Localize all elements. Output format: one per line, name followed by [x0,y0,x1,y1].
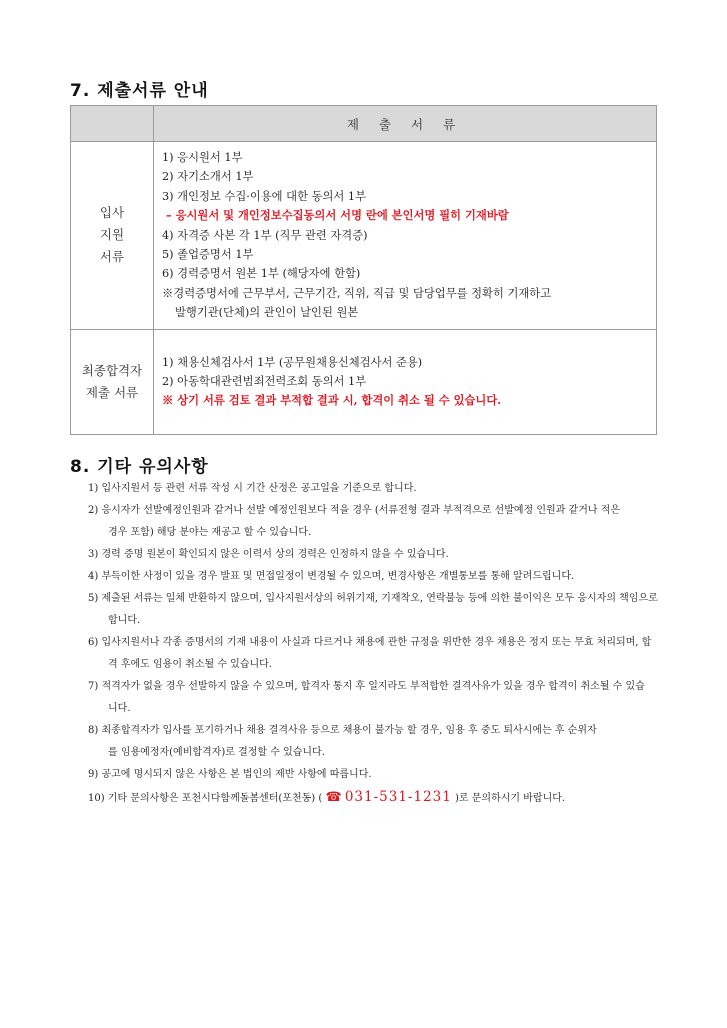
note-item [88,566,668,588]
note-text: 1) 입사지원서 등 관련 서류 작성 시 기간 산정은 공고일을 기준으로 합니다. [88,483,417,494]
list-item: 2) 아동학대관련범죄전력조회 동의서 1부 [162,374,367,388]
table-header-row [71,106,657,142]
contact-suffix: )로 문의하시기 바랍니다. [455,793,566,804]
contact-prefix: 10) 기타 문의사항은 포천시다함께돌봄센터(포천동) ( [88,793,323,804]
career-note: ※경력증명서에 근무부서, 근무기간, 직위, 직급 및 담당업무를 정확히 기재하고 [162,286,552,300]
list-item: 1) 채용신체검사서 1부 (공무원채용신체검사서 준용) [162,355,423,369]
final-docs-label [71,329,154,434]
list-item: 4) 자격증 사본 각 1부 (직무 관련 자격증) [162,228,368,242]
list-item: 5) 졸업증명서 1부 [162,248,254,262]
note-text: 6) 입사지원서나 각종 증명서의 기재 내용이 사실과 다르거나 채용에 관한 규정을 위반한 경우 채용은 정지 또는 무효 처리되며, 합 [88,637,652,648]
phone-number: 031-531-1231 [344,789,452,805]
signature-warning: – 응시원서 및 개인정보수집동의서 서명 란에 본인서명 필히 기재바람 [166,208,509,223]
note-item [88,720,668,764]
note-text: 3) 경력 증명 원본이 확인되지 않은 이력서 상의 경력은 인정하지 않을 수 있습니다. [88,549,449,560]
list-item: 2) 자기소개서 1부 [162,170,254,184]
note-text-continued: 경우 포함) 해당 분야는 재공고 할 수 있습니다. [108,527,312,538]
row-label-line: 제출 서류 [85,384,139,400]
note-item [88,478,668,500]
note-text: 2) 응시자가 선발예정인원과 같거나 선발 예정인원보다 적을 경우 (서류전형 결과 부적격으로 선발예정 인원과 같거나 적은 [88,505,621,516]
note-text-continued: 를 임용예정자(예비합격자)로 결정할 수 있습니다. [108,747,325,758]
row-label-line: 입사 [99,205,125,221]
application-docs-row [71,142,657,330]
header-empty-cell [71,106,154,142]
list-item: 6) 경력증명서 원본 1부 (해당자에 한함) [162,267,361,281]
table-header-label: 제 출 서 류 [154,106,657,142]
note-item [88,544,668,566]
note-text: 5) 제출된 서류는 일체 반환하지 않으며, 입사지원서상의 허위기재, 기재착오, 연락불능 등에 의한 불이익은 모두 응시자의 책임으로 [88,593,658,604]
note-text: 8) 최종합격자가 입사를 포기하거나 채용 결격사유 등으로 채용이 불가능 할 경우, 임용 후 중도 퇴사시에는 후 순위자 [88,725,597,736]
note-item [88,764,668,786]
note-text: 7) 적격자가 없을 경우 선발하지 않을 수 있으며, 합격자 통지 후 일지라도 부적합한 결격사유가 있을 경우 합격이 취소될 수 있습 [88,681,645,692]
row-label-line: 서류 [99,249,125,265]
note-item [88,588,668,632]
row-label-line: 지원 [99,227,125,243]
phone-icon: ☎ [325,790,342,805]
final-docs-row [71,329,657,434]
note-item [88,500,668,544]
final-docs-list [154,329,657,434]
section-7-title: 7. 제출서류 안내 [70,81,209,101]
list-item: 1) 응시원서 1부 [162,151,243,164]
contact-note [88,786,668,810]
row-label-line: 최종합격자 [81,362,143,378]
note-text-continued: 니다. [108,703,131,714]
note-text: 9) 공고에 명시되지 않은 사항은 본 법인의 제반 사항에 따릅니다. [88,769,372,780]
note-item [88,632,668,676]
documents-table [70,105,657,435]
note-text-continued: 합니다. [108,615,141,626]
note-text: 4) 부득이한 사정이 있을 경우 발표 및 면접일정이 변경될 수 있으며, 변경사항은 개별통보를 통해 알려드립니다. [88,571,575,582]
cancellation-warning: ※ 상기 서류 검토 결과 부적합 결과 시, 합격이 취소 될 수 있습니다. [162,393,502,408]
section-8-title: 8. 기타 유의사항 [70,457,209,477]
note-item [88,676,668,720]
application-docs-list [154,142,657,330]
list-item: 3) 개인정보 수집·이용에 대한 동의서 1부 [162,189,367,203]
career-note-continued: 발행기관(단체)의 관인이 날인된 원본 [175,306,359,320]
application-docs-label [71,142,154,330]
notes-list [88,478,668,810]
note-text-continued: 격 후에도 임용이 취소될 수 있습니다. [108,659,272,670]
